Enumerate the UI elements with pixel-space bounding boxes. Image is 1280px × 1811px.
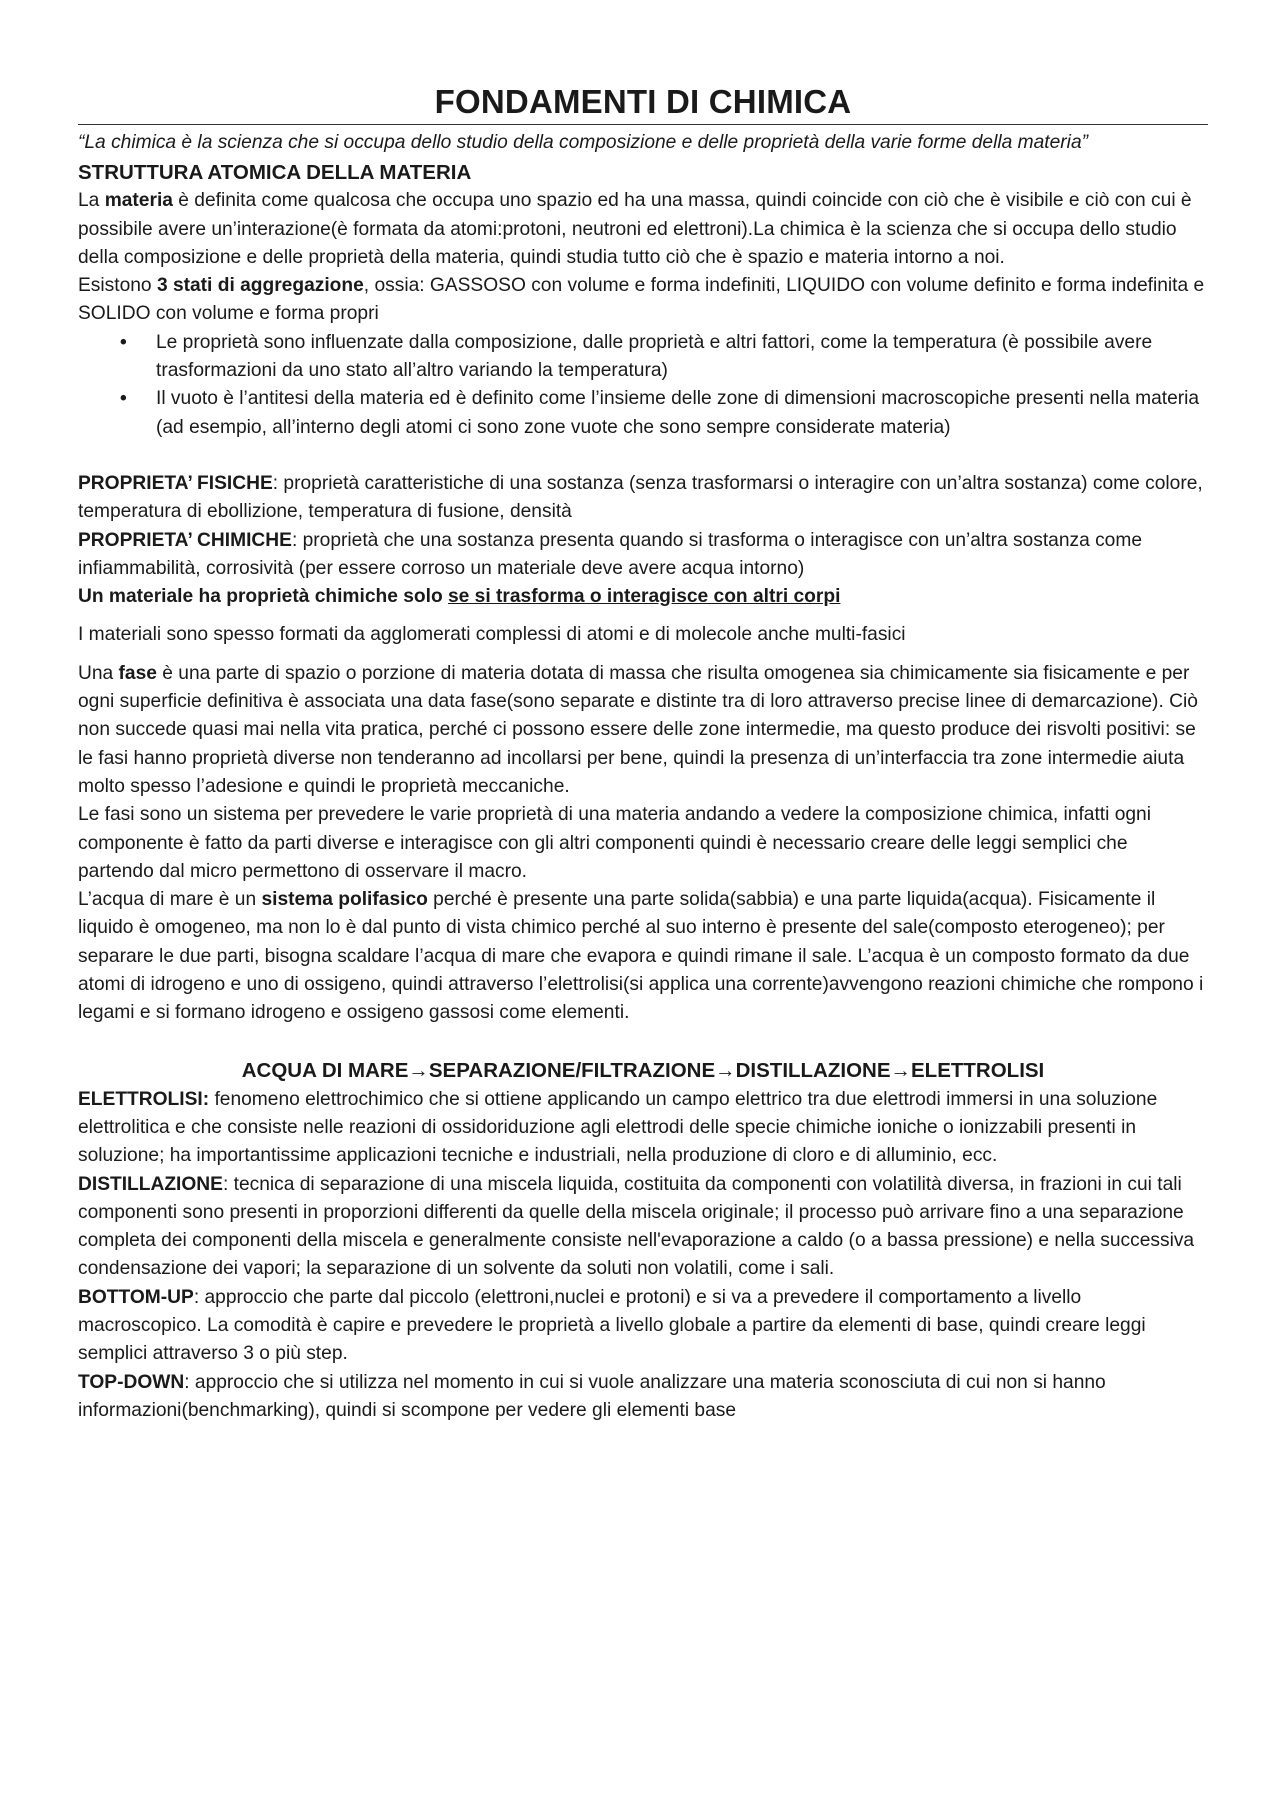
paragraph-stati <box>78 272 1208 329</box>
text-fragment: La <box>78 190 105 212</box>
bold-term-fisiche: PROPRIETA’ FISICHE <box>78 472 273 494</box>
bullet-list <box>78 329 1208 442</box>
bold-term-top-down: TOP-DOWN <box>78 1371 185 1393</box>
text-fragment: è una parte di spazio o porzione di materia dotata di massa che risulta omogenea sia chimicamente sia fisicamente e per ogni superficie definitiva è associata una data fase(sono separate e distinte tra di loro attraverso precise linee di demarcazione). Ciò non succede quasi mai nella vita pratica, perché ci possono essere delle zone intermedie, ma questo produce dei risvolti positivi: se le fasi hanno proprietà diverse non tenderanno ad incollarsi per bene, quindi la presenza di un’interfaccia tra zone intermedie aiuta molto spesso l’adesione e quindi le proprietà meccaniche. <box>78 662 1198 797</box>
paragraph-materia <box>78 187 1208 272</box>
section-heading-processo: ACQUA DI MARE→SEPARAZIONE/FILTRAZIONE→DISTILLAZIONE→ELETTROLISI <box>241 1058 1045 1082</box>
section-heading-struttura: STRUTTURA ATOMICA DELLA MATERIA <box>78 161 472 185</box>
paragraph-elettrolisi <box>78 1086 1208 1171</box>
bold-term-elettrolisi: ELETTROLISI: <box>78 1088 210 1110</box>
page-title: FONDAMENTI DI CHIMICA <box>78 82 1208 125</box>
paragraph-top-down <box>78 1369 1208 1426</box>
bold-term-chimiche: PROPRIETA’ CHIMICHE <box>78 529 292 551</box>
text-fragment: Una <box>78 662 119 684</box>
paragraph-materiali: I materiali sono spesso formati da agglomerati complessi di atomi e di molecole anche multi-fasici <box>78 624 906 646</box>
paragraph-acqua-mare <box>78 886 1208 1027</box>
paragraph-bottom-up <box>78 1284 1208 1369</box>
spacer <box>78 442 1208 470</box>
text-fragment: L’acqua di mare è un <box>78 889 262 911</box>
document-page <box>78 82 1208 1425</box>
spacer <box>78 1028 1208 1056</box>
paragraph-distillazione <box>78 1171 1208 1284</box>
definition-quote: “La chimica è la scienza che si occupa dello studio della composizione e delle proprietà della varie forme della materia” <box>78 132 1089 153</box>
paragraph-proprieta-fisiche <box>78 470 1208 527</box>
spacer <box>78 650 1208 660</box>
text-fragment: : tecnica di separazione di una miscela liquida, costituita da componenti con volatilità diversa, in frazioni in cui tali componenti sono presenti in proporzioni differenti da quelle della miscela originale; il processo può arrivare fino a una separazione completa dei componenti della miscela e generalmente consiste nell'evaporazione a caldo (o a bassa pressione) e nella successiva condensazione dei vapori; la separazione di un solvente da soluti non volatili, come i sali. <box>78 1173 1195 1280</box>
text-fragment: : approccio che parte dal piccolo (elettroni,nuclei e protoni) e si va a prevedere il comportamento a livello macroscopico. La comodità è capire e prevedere le proprietà a livello globale a partire da elementi di base, quindi creare leggi semplici attraverso 3 o più step. <box>78 1286 1146 1365</box>
text-fragment: Esistono <box>78 275 157 297</box>
list-item <box>120 329 1208 386</box>
bold-term-stati: 3 stati di aggregazione <box>156 275 364 297</box>
bold-term-polifasico: sistema polifasico <box>261 889 428 911</box>
bold-term-materia: materia <box>104 190 173 212</box>
bullet-icon: • <box>120 388 127 410</box>
text-fragment: è definita come qualcosa che occupa uno spazio ed ha una massa, quindi coincide con ciò che è visibile e ciò con cui è possibile avere un’interazione(è formata da atomi:protoni, neutroni ed elettroni).La chimica è la scienza che si occupa dello studio della composizione e delle proprietà della materia, quindi studia tutto ciò che è spazio e materia intorno a noi. <box>78 190 1192 268</box>
text-fragment: fenomeno elettrochimico che si ottiene applicando un campo elettrico tra due elettrodi immersi in una soluzione elettrolitica e che consiste nelle reazioni di ossidoriduzione agli elettrodi delle specie chimiche ioniche o ionizzabili presenti in soluzione; ha importantissime applicazioni tecniche e industriali, nella produzione di cloro e di alluminio, ecc. <box>78 1088 1158 1167</box>
paragraph-fasi-sistema: Le fasi sono un sistema per prevedere le varie proprietà di una materia andando a vedere la composizione chimica, infatti ogni componente è fatto da parti diverse e interagisce con gli altri componenti quindi è necessario creare delle leggi semplici che partendo dal micro permettono di osservare il macro. <box>78 804 1151 882</box>
spacer <box>78 611 1208 621</box>
paragraph-proprieta-chimiche <box>78 527 1208 584</box>
list-item-text: Le proprietà sono influenzate dalla composizione, dalle proprietà e altri fattori, come la temperatura (è possibile avere trasformazioni da uno stato all’altro variando la temperatura) <box>156 331 1153 382</box>
text-fragment: perché è presente una parte solida(sabbia) e una parte liquida(acqua). Fisicamente il liquido è omogeneo, ma non lo è dal punto di vista chimico perché al suo interno è presente del sale(composto eterogeneo); per separare le due parti, bisogna scaldare l’acqua di mare che evapora e quindi rimane il sale. L’acqua è un composto formato da due atomi di idrogeno e uno di ossigeno, quindi attraverso l’elettrolisi(si applica una corrente)avvengono reazioni chimiche che rompono i legami e si formano idrogeno e ossigeno gassosi come elementi. <box>78 889 1204 1024</box>
text-fragment: , ossia: GASSOSO con volume e forma indefiniti, LIQUIDO con volume definito e forma indefinita e SOLIDO con volume e forma propri <box>78 275 1205 325</box>
text-fragment: : proprietà caratteristiche di una sostanza (senza trasformarsi o interagire con un’altra sostanza) come colore, temperatura di ebollizione, temperatura di fusione, densità <box>78 472 1203 523</box>
list-item <box>120 385 1208 442</box>
bold-term-fase: fase <box>118 662 157 684</box>
text-fragment: : approccio che si utilizza nel momento in cui si vuole analizzare una materia sconosciuta di cui non si hanno informazioni(benchmarking), quindi si scompone per vedere gli elementi base <box>78 1371 1106 1421</box>
paragraph-fase <box>78 660 1208 801</box>
underlined-note: se si trasforma o interagisce con altri corpi <box>448 586 841 608</box>
bullet-icon: • <box>120 331 127 353</box>
paragraph-note <box>78 583 1208 611</box>
text-fragment: : proprietà che una sostanza presenta quando si trasforma o interagisce con un’altra sostanza come infiammabilità, corrosività (per essere corroso un materiale deve avere acqua intorno) <box>78 529 1143 579</box>
bold-term-distillazione: DISTILLAZIONE <box>78 1173 223 1195</box>
bold-term-bottom-up: BOTTOM-UP <box>78 1286 194 1308</box>
list-item-text: Il vuoto è l’antitesi della materia ed è definito come l’insieme delle zone di dimensioni macroscopiche presenti nella materia (ad esempio, all’interno degli atomi ci sono zone vuote che sono sempre considerate materia) <box>156 388 1200 438</box>
bold-note: Un materiale ha proprietà chimiche solo <box>78 586 448 608</box>
